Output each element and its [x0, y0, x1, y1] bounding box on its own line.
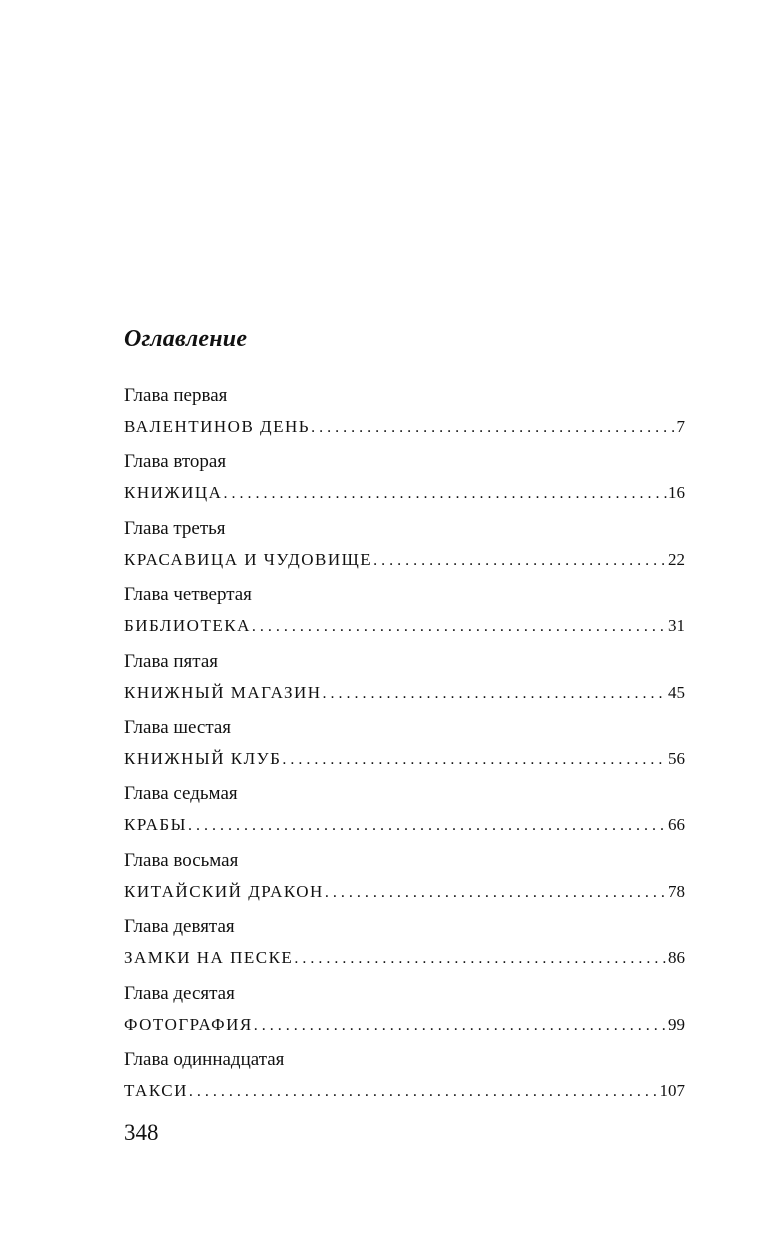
- chapter-label: Глава первая: [124, 385, 228, 406]
- toc-entry: [124, 914, 685, 980]
- chapter-page-number: 7: [676, 417, 685, 436]
- chapter-line: [124, 680, 685, 706]
- chapter-name: КНИЖНЫЙ МАГАЗИН: [124, 682, 322, 702]
- toc-entry: [124, 1047, 685, 1113]
- chapter-label: Глава пятая: [124, 650, 218, 672]
- toc-list: [124, 383, 685, 1113]
- dot-leader: [189, 1079, 659, 1104]
- chapter-line: [124, 746, 685, 772]
- toc-entry: [124, 516, 685, 582]
- chapter-name: ВАЛЕНТИНОВ ДЕНЬ: [124, 417, 311, 436]
- chapter-page-number: 78: [668, 881, 685, 901]
- dot-leader: [252, 614, 667, 639]
- chapter-line: [124, 945, 685, 971]
- toc-title: Оглавление: [124, 326, 248, 352]
- toc-entry: [124, 848, 685, 914]
- toc-entry: [124, 449, 685, 515]
- dot-leader: [325, 880, 667, 905]
- chapter-page-number: 16: [668, 483, 685, 503]
- chapter-name: ФОТОГРАФИЯ: [124, 1014, 253, 1034]
- chapter-label: Глава восьмая: [124, 849, 239, 871]
- dot-leader: [282, 747, 667, 772]
- chapter-label: Глава вторая: [124, 451, 227, 473]
- chapter-page-number: 86: [668, 948, 685, 968]
- dot-leader: [294, 946, 667, 971]
- chapter-line: [124, 1012, 685, 1038]
- toc-entry: [124, 715, 685, 781]
- dot-leader: [311, 415, 675, 440]
- chapter-line: [124, 812, 685, 838]
- chapter-name: КИТАЙСКИЙ ДРАКОН: [124, 881, 324, 901]
- dot-leader: [254, 1013, 667, 1038]
- chapter-line: [124, 480, 685, 506]
- chapter-page-number: 66: [668, 815, 685, 835]
- chapter-line: [124, 414, 685, 440]
- toc-entry: [124, 582, 685, 648]
- chapter-page-number: 22: [668, 549, 685, 569]
- chapter-page-number: 31: [668, 616, 685, 636]
- chapter-name: КНИЖНЫЙ КЛУБ: [124, 748, 282, 768]
- page-number: 348: [124, 1120, 159, 1145]
- toc-entry: [124, 383, 685, 449]
- chapter-label: Глава третья: [124, 517, 226, 539]
- toc-entry: [124, 781, 685, 847]
- chapter-page-number: 107: [659, 1080, 685, 1100]
- dot-leader: [323, 681, 667, 706]
- chapter-line: [124, 879, 685, 905]
- chapter-name: ЗАМКИ НА ПЕСКЕ: [124, 948, 294, 968]
- toc-entry: [124, 981, 685, 1047]
- dot-leader: [188, 813, 667, 838]
- chapter-label: Глава шестая: [124, 716, 232, 738]
- chapter-line: [124, 547, 685, 573]
- chapter-name: КРАСАВИЦА И ЧУДОВИЩЕ: [124, 549, 373, 569]
- chapter-label: Глава четвертая: [124, 584, 252, 606]
- chapter-label: Глава седьмая: [124, 783, 238, 805]
- chapter-page-number: 56: [668, 748, 685, 768]
- dot-leader: [223, 481, 667, 506]
- chapter-label: Глава десятая: [124, 982, 235, 1004]
- chapter-page-number: 45: [668, 682, 685, 702]
- chapter-name: БИБЛИОТЕКА: [124, 616, 251, 636]
- chapter-name: ТАКСИ: [124, 1080, 188, 1100]
- chapter-line: [124, 613, 685, 639]
- chapter-name: КРАБЫ: [124, 815, 187, 835]
- dot-leader: [373, 548, 667, 573]
- chapter-label: Глава одиннадцатая: [124, 1048, 285, 1070]
- chapter-line: [124, 1078, 685, 1104]
- chapter-name: КНИЖИЦА: [124, 483, 223, 503]
- chapter-label: Глава девятая: [124, 916, 235, 938]
- toc-entry: [124, 649, 685, 715]
- chapter-page-number: 99: [668, 1014, 685, 1034]
